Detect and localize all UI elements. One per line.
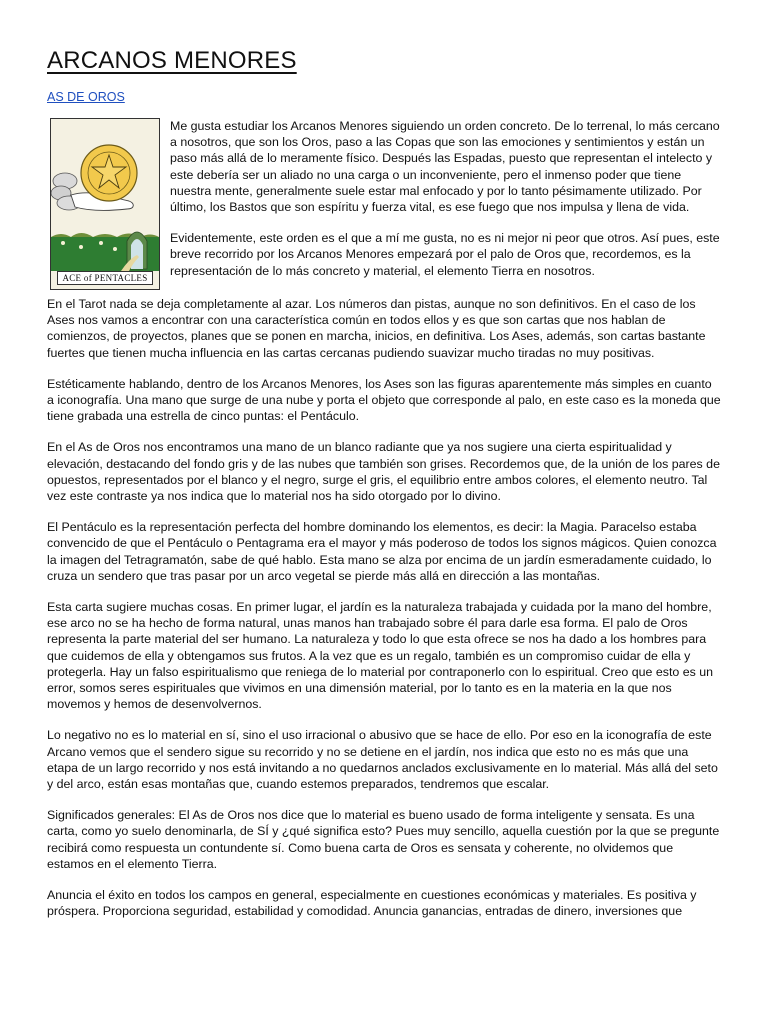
body-paragraph: Significados generales: El As de Oros nos dice que lo material es bueno usado de forma inteligente y sensata. Es una carta, como yo suelo denominarla, de SÍ y ¿qué significa esto? Pues muy sencillo, aquella cuestión por la que se pregunte recibirá como respuesta un contundente sí. Como buena carta de Oros es sensata y coherente, no olvidemos que estamos en el elemento Tierra. xyxy=(47,808,720,871)
page-title: ARCANOS MENORES xyxy=(47,47,297,74)
intro-section xyxy=(47,118,721,296)
body-paragraph: En el Tarot nada se deja completamente al azar. Los números dan pistas, aunque no son definitivos. En el caso de los Ases nos vamos a encontrar con una característica común en todos ellos y es que son cartas que nos hablan de comienzos, de proyectos, planes que se ponen en marcha, inicios, en definitiva. Los Ases, además, son cartas bastante fuertes que tienen mucha influencia en las cartas cercanas pudiendo suavizar mucho tiradas no muy positivas. xyxy=(47,297,706,360)
ace-of-pentacles-card-image xyxy=(50,118,160,290)
intro-paragraph: Evidentemente, este orden es el que a mí me gusta, no es ni mejor ni peor que otros. Así pues, este breve recorrido por los Arcanos Menores empezará por el palo de Oros que, recordemos, es la representación de lo más concreto y material, el elemento Tierra en nosotros. xyxy=(170,231,720,278)
body-paragraph: El Pentáculo es la representación perfecta del hombre dominando los elementos, es decir: la Magia. Paracelso estaba convencido de que el Pentáculo o Pentagrama era el mayor y más poderoso de todos los signos mágicos. Quien conozca la imagen del Tetragramatón, sabe de qué hablo. Esta mano se alza por encima de un jardín esmeradamente cuidado, lo cruza un sendero que tras pasar por un arco vegetal se pierde más allá en dirección a las montañas. xyxy=(47,520,717,583)
card-caption: ACE of PENTACLES xyxy=(57,271,153,285)
body-paragraph: Anuncia el éxito en todos los campos en general, especialmente en cuestiones económicas y materiales. Es positiva y próspera. Proporciona seguridad, estabilidad y comodidad. Anuncia ganancias, entradas de dinero, inversiones que xyxy=(47,888,697,919)
body-paragraph: Esta carta sugiere muchas cosas. En primer lugar, el jardín es la naturaleza trabajada y cuidada por la mano del hombre, ese arco no se ha hecho de forma natural, unas manos han trabajado sobre él para darle esa forma. El palo de Oros representa la parte material del ser humano. La naturaleza y todo lo que esta ofrece se nos ha dado a los hombres para que cuidemos de ella y obtengamos sus frutos. A la vez que es un regalo, también es un compromiso cuidar de ella y protegerla. Hay un falso espiritualismo que reniega de lo material por contraponerlo con lo espiritual. Creo que esto es un error, somos seres espirituales que vivimos en una dimensión material, por lo tanto es en la materia en la que nos movemos y hemos de desenvolvernos. xyxy=(47,600,714,712)
body-text xyxy=(47,296,721,920)
document-page xyxy=(47,46,721,935)
intro-paragraph: Me gusta estudiar los Arcanos Menores siguiendo un orden concreto. De lo terrenal, lo más cercano a nosotros, que son los Oros, paso a las Copas que son las emociones y sentimientos y están un paso más allá de lo meramente físico. Después las Espadas, puesto que representan el intelecto y este debería ser un aliado no una carga o un inconveniente, pero el inmenso poder que tiene nuestra mente, generalmente suele estar mal enfocado y por lo tanto pésimamente utilizado. Por último, los Bastos que son espíritu y fuerza vital, es ese fuego que nos impulsa y llena de vida. xyxy=(170,119,720,215)
intro-text xyxy=(170,118,721,279)
body-paragraph: Lo negativo no es lo material en sí, sino el uso irracional o abusivo que se hace de ello. Por eso en la iconografía de este Arcano vemos que el sendero sigue su recorrido y no se detiene en el jardín, nos indica que esto no es más que una etapa de un largo recorrido y nos está invitando a no quedarnos anclados exclusivamente en lo material. Más allá del seto y del arco, están esas montañas que, cuando estemos preparados, tendremos que escalar. xyxy=(47,728,718,792)
body-paragraph: Estéticamente hablando, dentro de los Arcanos Menores, los Ases son las figuras aparentemente más simples en cuanto a iconografía. Una mano que surge de una nube y porta el objeto que corresponde al palo, en este caso es la moneda que tiene grabada una estrella de cinco puntas: el Pentáculo. xyxy=(47,376,721,424)
card-illustration xyxy=(51,119,159,289)
section-link-as-de-oros[interactable]: AS DE OROS xyxy=(47,90,125,104)
body-paragraph: En el As de Oros nos encontramos una mano de un blanco radiante que ya nos sugiere una cierta espiritualidad y elevación, destacando del fondo gris y de las nubes que también son grises. Recordemos que, de la unión de los pares de opuestos, representados por el blanco y el negro, surge el gris, el equilibrio entre ambos colores, el elemento neutro. Tal vez este contraste ya nos indica que lo material nos ha sido otorgado por lo divino. xyxy=(47,440,720,504)
